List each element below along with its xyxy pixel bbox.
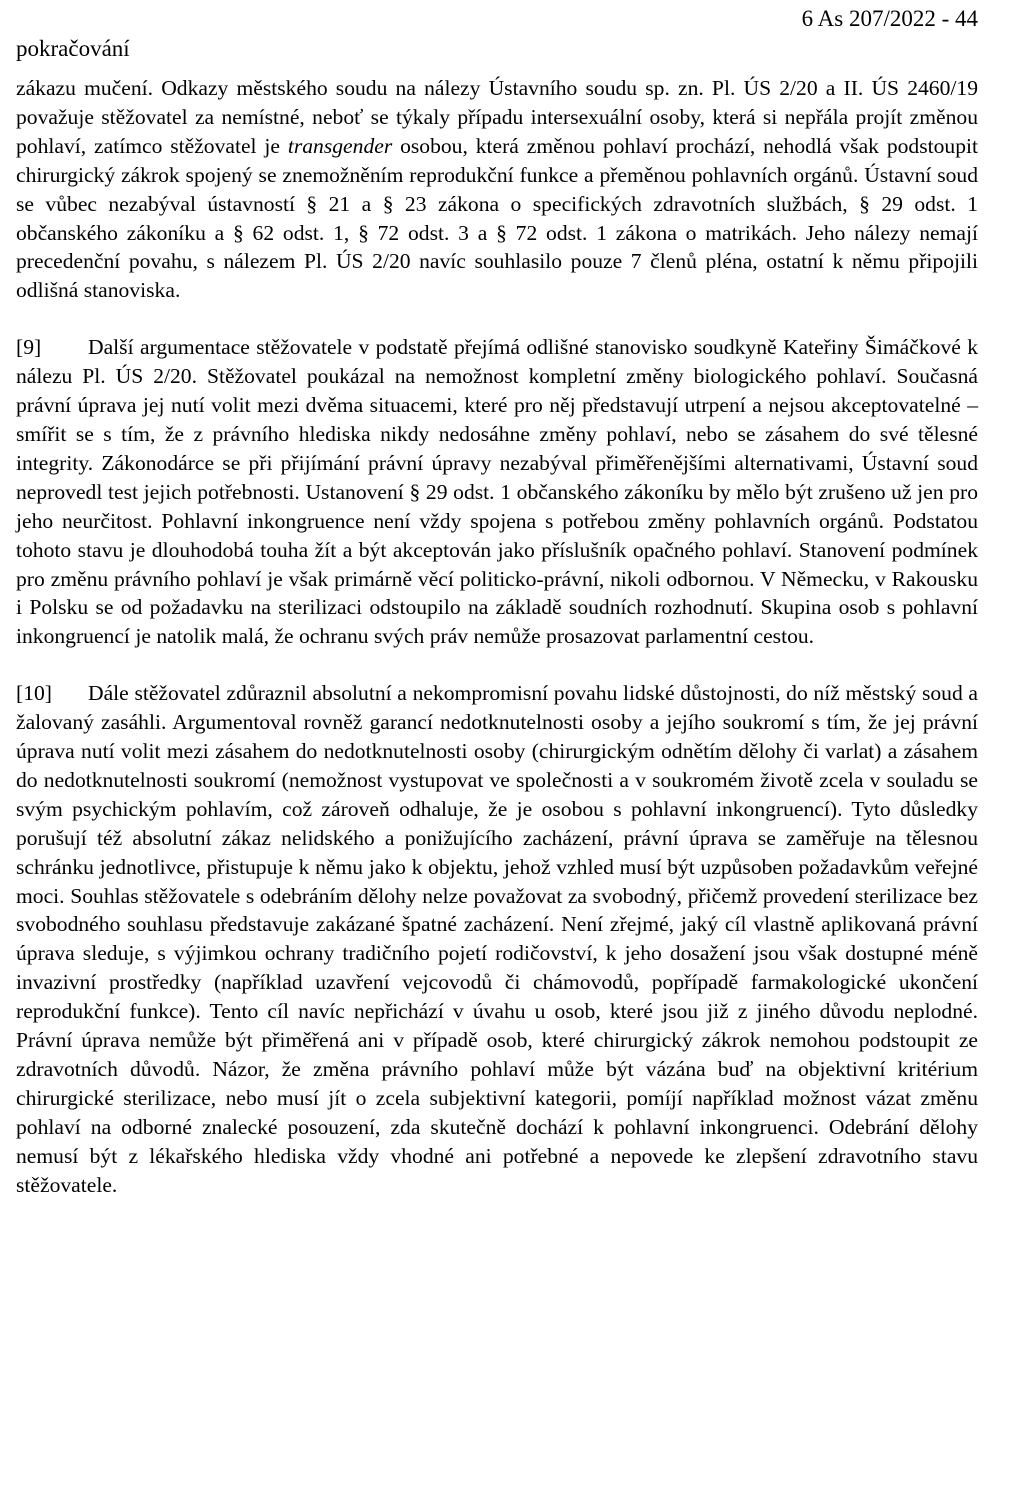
paragraph-text-after: osobou, která změnou pohlaví prochází, nehodlá však podstoupit chirurgický zákrok spojený se znemožněním reprodukční funkce a přeměnou pohlavních orgánů. Ústavní soud se vůbec nezabýval ústavností § 21 a § 23 zákona o specifických zdravotních službách, § 29 odst. 1 občanského zákoníku a § 62 odst. 1, § 72 odst. 3 a § 72 odst. 1 zákona o matrikách. Jeho nálezy nemají precedenční povahu, s nálezem Pl. ÚS 2/20 navíc souhlasilo pouze 7 členů pléna, ostatní k němu připojili odlišná stanoviska. [16, 133, 978, 303]
paragraph-continued [16, 74, 978, 305]
paragraph-text: Další argumentace stěžovatele v podstatě přejímá odlišné stanovisko soudkyně Kateřiny Šimáčkové k nálezu Pl. ÚS 2/20. Stěžovatel poukázal na nemožnost kompletní změny biologického pohlaví. Současná právní úprava jej nutí volit mezi dvěma situacemi, které pro něj představují utrpení a nejsou akceptovatelné – smířit se s tím, že z právního hlediska nikdy nedosáhne změny pohlaví, nebo se zásahem do své tělesné integrity. Zákonodárce se při přijímání právní úpravy nezabýval přiměřenějšími alternativami, Ústavní soud neprovedl test jejich potřebnosti. Ustanovení § 29 odst. 1 občanského zákoníku by mělo být zrušeno už jen pro jeho neurčitost. Pohlavní inkongruence není vždy spojena s potřebou změny pohlavních orgánů. Podstatou tohoto stavu je dlouhodobá touha žít a být akceptován jako příslušník opačného pohlaví. Stanovení podmínek pro změnu právního pohlaví je však primárně věcí politicko-právní, nikoli odbornou. V Německu, v Rakousku i Polsku se od požadavku na sterilizaci odstoupilo na základě soudních rozhodnutí. Skupina osob s pohlavní inkongruencí je natolik malá, že ochranu svých práv nemůže prosazovat parlamentní cestou. [16, 335, 978, 649]
case-number: 6 As 207/2022 - 44 [801, 6, 978, 31]
paragraph-italic-term: transgender [287, 133, 393, 158]
paragraph-text-before: zákazu mučení. Odkazy městského soudu na nálezy Ústavního soudu sp. zn. Pl. ÚS 2/20 a II. ÚS 2460/19 považuje stěžovatel za nemístné, neboť se týkaly případu intersexuální osoby, která si nepřála projít změnou pohlaví, zatímco stěžovatel je [16, 76, 978, 158]
continuation-label: pokračování [16, 36, 130, 61]
paragraph-number: [10] [16, 681, 52, 706]
paragraph-10 [16, 679, 978, 1199]
document-body [16, 74, 978, 1228]
paragraph-9 [16, 333, 978, 651]
paragraph-text: Dále stěžovatel zdůraznil absolutní a nekompromisní povahu lidské důstojnosti, do níž městský soud a žalovaný zasáhli. Argumentoval rovněž garancí nedotknutelnosti osoby a jejího soukromí s tím, že jej právní úprava nutí volit mezi zásahem do nedotknutelnosti osoby (chirurgickým odnětím dělohy či varlat) a zásahem do nedotknutelnosti soukromí (nemožnost vystupovat ve společnosti a v soukromém životě zcela v souladu se svým psychickým pohlavím, což zároveň odhaluje, že je osobou s pohlavní inkongruencí). Tyto důsledky porušují též absolutní zákaz nelidského a ponižujícího zacházení, právní úprava se zaměřuje na tělesnou schránku jednotlivce, přistupuje k němu jako k objektu, jehož vzhled musí být uzpůsoben požadavkům veřejné moci. Souhlas stěžovatele s odebráním dělohy nelze považovat za svobodný, přičemž provedení sterilizace bez svobodného souhlasu představuje zakázané špatné zacházení. Není zřejmé, jaký cíl vlastně aplikovaná právní úprava sleduje, s výjimkou ochrany tradičního pojetí rodičovství, k jeho dosažení jsou však dostupné méně invazivní prostředky (například uzavření vejcovodů či chámovodů, popřípadě farmakologické ukončení reprodukční funkce). Tento cíl navíc nepřichází v úvahu u osob, které jsou již z jiného důvodu neplodné. Právní úprava nemůže být přiměřená ani v případě osob, které chirurgický zákrok nemohou podstoupit ze zdravotních důvodů. Názor, že změna právního pohlaví může být vázána buď na objektivní kritérium chirurgické sterilizace, nebo musí jít o zcela subjektivní kategorii, pomíjí například možnost vázat změnu pohlaví na odborné znalecké posouzení, zda skutečně dochází k pohlavní inkongruenci. Odebrání dělohy nemusí být z lékařského hlediska vždy vhodné ani potřebné a nepovede ke zlepšení zdravotního stavu stěžovatele. [16, 681, 978, 1197]
paragraph-number: [9] [16, 335, 42, 360]
